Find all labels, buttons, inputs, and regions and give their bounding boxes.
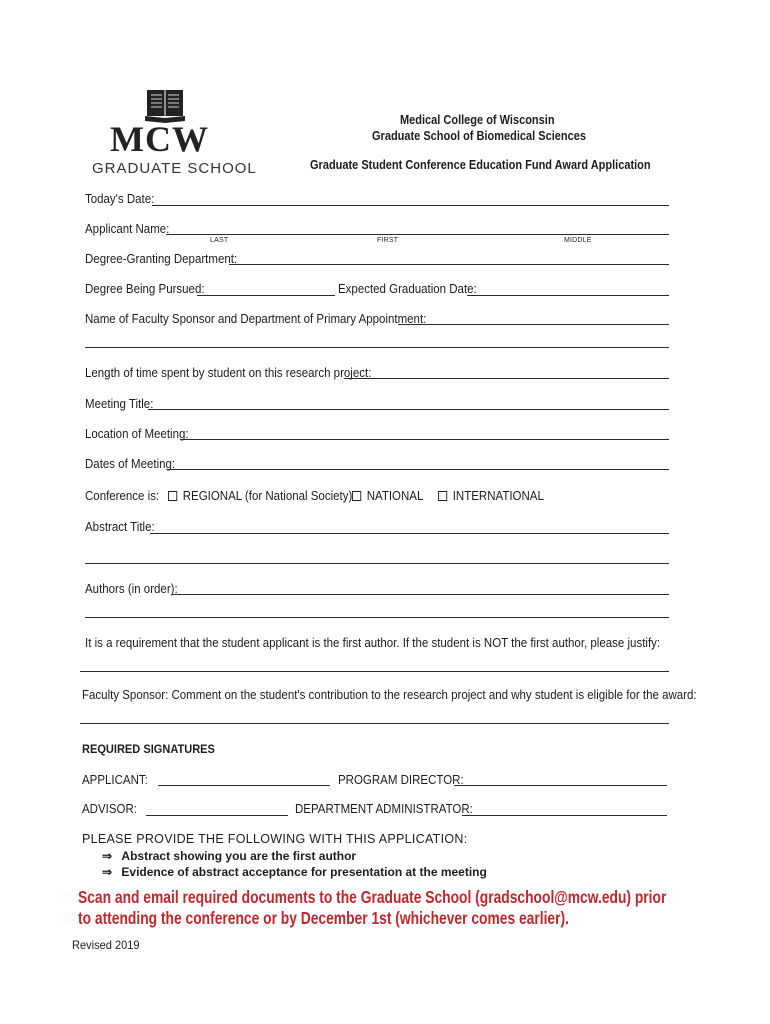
logo [90, 88, 260, 180]
applicant-name-label: Applicant Name: [85, 222, 170, 236]
program-director-sig-label: PROGRAM DIRECTOR: [338, 773, 464, 787]
national-label: NATIONAL [366, 489, 424, 503]
signatures-heading: REQUIRED SIGNATURES [82, 742, 215, 756]
advisor-sig-field[interactable] [146, 815, 288, 816]
degree-dept-label: Degree-Granting Department: [85, 252, 238, 266]
faculty-sponsor-field[interactable] [398, 324, 669, 325]
applicant-name-field[interactable] [166, 234, 669, 235]
authors-label: Authors (in order): [85, 582, 178, 596]
degree-pursued-field[interactable] [197, 295, 335, 296]
revised-note: Revised 2019 [72, 938, 140, 952]
expected-grad-field[interactable] [467, 295, 669, 296]
degree-dept-field[interactable] [229, 264, 669, 265]
name-last-caption: LAST [210, 237, 229, 244]
notice-line-1: Scan and email required documents to the Graduate School (gradschool@mcw.edu) prior [78, 887, 667, 907]
regional-label: REGIONAL (for National Society) [182, 489, 353, 503]
applicant-sig-field[interactable] [158, 785, 330, 786]
expected-grad-label: Expected Graduation Date: [338, 282, 477, 296]
provide-item-2 [102, 865, 487, 879]
authors-field-2[interactable] [85, 617, 669, 618]
name-middle-caption: MIDDLE [564, 237, 592, 244]
abstract-title-field-2[interactable] [85, 563, 669, 564]
applicant-sig-label: APPLICANT: [82, 773, 148, 787]
form-title: Graduate Student Conference Education Fund Award Application [310, 158, 651, 172]
arrow-right-icon: ⇒ [102, 849, 113, 863]
national-checkbox[interactable] [352, 489, 423, 503]
sponsor-comment-field[interactable] [80, 723, 669, 724]
dept-admin-sig-field[interactable] [462, 815, 667, 816]
notice-line-2: to attending the conference or by December 1st (whichever comes earlier). [78, 908, 569, 928]
logo-mark: MCW [110, 119, 209, 159]
faculty-sponsor-label: Name of Faculty Sponsor and Department of Primary Appointment: [85, 312, 427, 326]
location-label: Location of Meeting: [85, 427, 189, 441]
time-spent-field[interactable] [344, 378, 669, 379]
advisor-sig-label: ADVISOR: [82, 802, 137, 816]
international-label: INTERNATIONAL [452, 489, 544, 503]
provide-item-1 [102, 849, 356, 863]
todays-date-label: Today's Date: [85, 192, 155, 206]
todays-date-field[interactable] [152, 205, 669, 206]
meeting-title-label: Meeting Title: [85, 397, 154, 411]
institution-name: Medical College of Wisconsin [400, 113, 555, 127]
location-field[interactable] [181, 439, 669, 440]
regional-checkbox[interactable] [168, 489, 352, 503]
dates-field[interactable] [168, 469, 669, 470]
dates-label: Dates of Meeting: [85, 457, 176, 471]
checkbox-icon [168, 491, 177, 501]
sponsor-comment-label: Faculty Sponsor: Comment on the student's contribution to the research project and why student is eligible for the award: [82, 688, 697, 702]
first-author-justification-field[interactable] [80, 671, 669, 672]
abstract-title-label: Abstract Title: [85, 520, 155, 534]
first-author-note: It is a requirement that the student applicant is the first author. If the student is NOT the first author, please justify: [85, 636, 661, 650]
checkbox-icon [438, 491, 447, 501]
authors-field[interactable] [172, 594, 669, 595]
meeting-title-field[interactable] [148, 409, 669, 410]
time-spent-label: Length of time spent by student on this research project: [85, 366, 372, 380]
dept-admin-sig-label: DEPARTMENT ADMINISTRATOR: [295, 802, 473, 816]
checkbox-icon [352, 491, 361, 501]
name-first-caption: FIRST [377, 237, 399, 244]
degree-pursued-label: Degree Being Pursued: [85, 282, 205, 296]
conference-label: Conference is: [85, 489, 160, 503]
program-director-sig-field[interactable] [454, 785, 667, 786]
international-checkbox[interactable] [438, 489, 544, 503]
abstract-title-field[interactable] [150, 533, 669, 534]
provide-item-2-text: Evidence of abstract acceptance for presentation at the meeting [121, 865, 487, 879]
arrow-right-icon: ⇒ [102, 865, 113, 879]
provide-item-1-text: Abstract showing you are the first author [121, 849, 357, 863]
school-name: Graduate School of Biomedical Sciences [372, 129, 586, 143]
faculty-sponsor-field-2[interactable] [85, 347, 669, 348]
logo-subtitle: GRADUATE SCHOOL [92, 160, 257, 177]
provide-heading: PLEASE PROVIDE THE FOLLOWING WITH THIS APPLICATION: [82, 832, 468, 846]
